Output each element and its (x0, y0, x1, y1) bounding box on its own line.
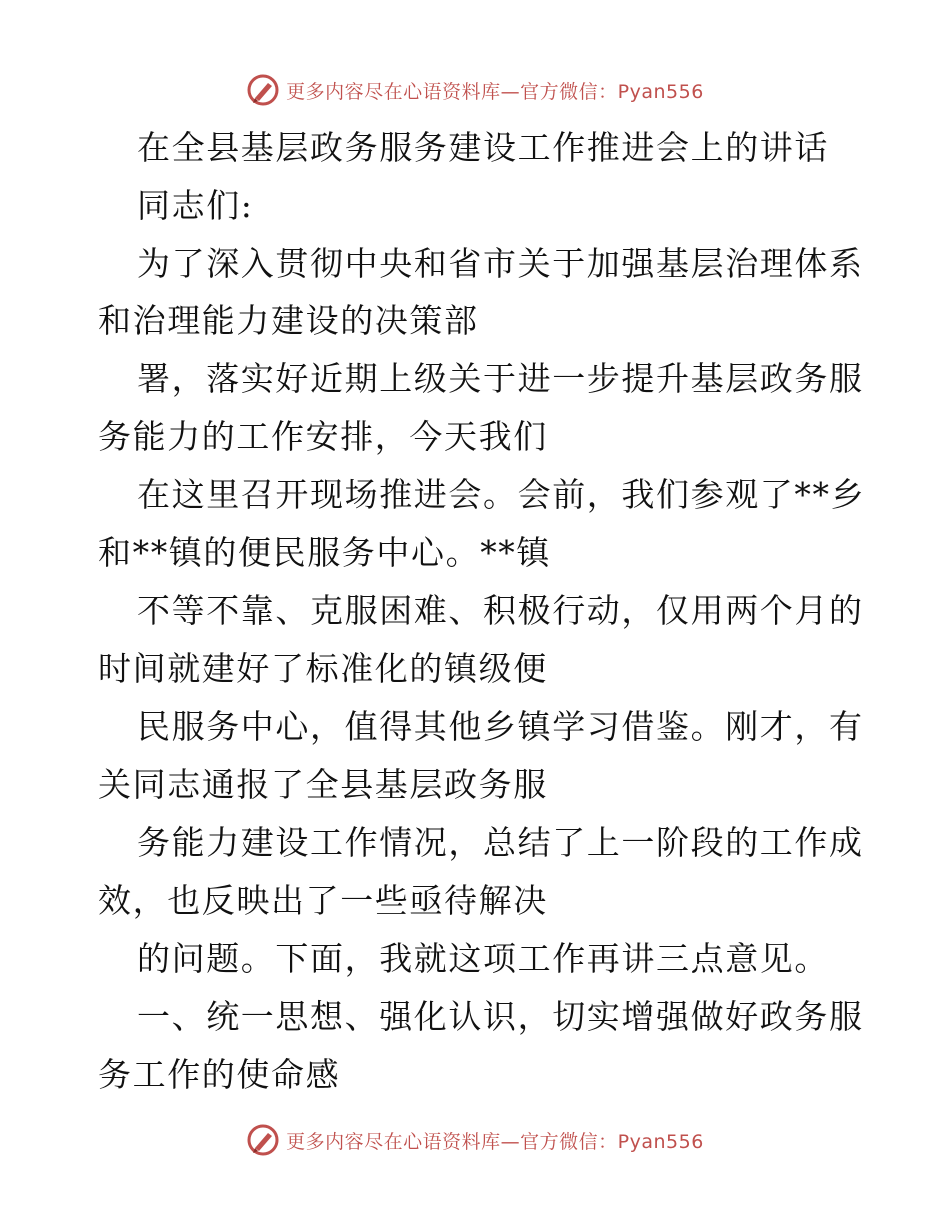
paragraph-line: 务能力建设工作情况，总结了上一阶段的工作成 (137, 823, 864, 862)
footer-banner (0, 1120, 950, 1160)
paragraph-line: 不等不靠、克服困难、积极行动，仅用两个月的 (137, 591, 864, 630)
footer-banner-cn: 更多内容尽在心语资料库—官方微信： (286, 1130, 618, 1153)
header-banner-cn: 更多内容尽在心语资料库—官方微信： (286, 80, 618, 103)
section-heading-continued: 务工作的使命感 (98, 1055, 341, 1094)
header-banner (0, 70, 950, 110)
header-banner-text (286, 77, 704, 104)
pen-logo-icon (246, 1123, 280, 1157)
paragraph-line: 务能力的工作安排，今天我们 (98, 417, 548, 456)
section-heading: 一、统一思想、强化认识，切实增强做好政务服 (137, 997, 864, 1036)
paragraph-line: 和治理能力建设的决策部 (98, 301, 479, 340)
header-banner-wechat-id: Pyan556 (617, 80, 704, 103)
document-title: 在全县基层政务服务建设工作推进会上的讲话 (137, 128, 829, 167)
paragraph-line: 关同志通报了全县基层政务服 (98, 765, 548, 804)
pen-logo-icon (246, 73, 280, 107)
paragraph-line: 效，也反映出了一些亟待解决 (98, 881, 548, 920)
footer-banner-wechat-id: Pyan556 (617, 1130, 704, 1153)
paragraph-line: 为了深入贯彻中央和省市关于加强基层治理体系 (137, 244, 864, 283)
paragraph-line: 在这里召开现场推进会。会前，我们参观了**乡 (137, 475, 866, 514)
footer-banner-text (286, 1127, 704, 1154)
paragraph-line: 民服务中心，值得其他乡镇学习借鉴。刚才，有 (137, 707, 864, 746)
paragraph-line: 时间就建好了标准化的镇级便 (98, 649, 548, 688)
salutation: 同志们: (137, 186, 254, 225)
paragraph-line: 署，落实好近期上级关于进一步提升基层政务服 (137, 359, 864, 398)
paragraph-line: 的问题。下面，我就这项工作再讲三点意见。 (137, 939, 829, 978)
paragraph-line: 和**镇的便民服务中心。**镇 (98, 533, 551, 572)
